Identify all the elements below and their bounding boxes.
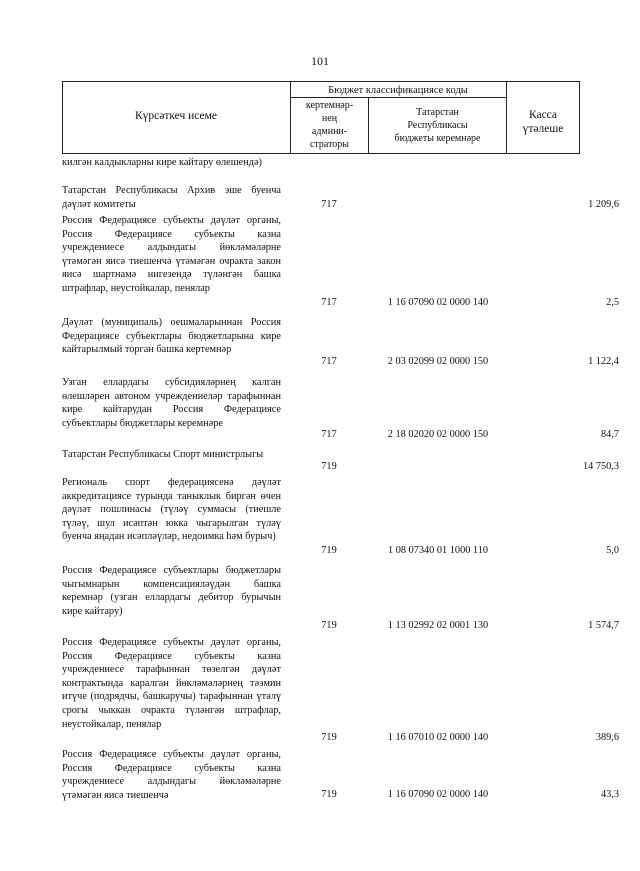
row-description: килгән калдыкларны кире кайтару өлешендә) <box>62 157 262 168</box>
row-description: Россия Федерациясе субъектлары бюджетлары чыгымнарын компенсацияләүдән башка керемнәр (узган еллардагы дебитор бурычын кире кайтару) <box>62 565 281 617</box>
header-budget-codes: Бюджет классификациясе коды <box>328 85 468 96</box>
row-admin-code: 719 <box>321 620 337 631</box>
row-amount: 14 750,3 <box>582 461 619 472</box>
row-admin-code: 719 <box>321 545 337 556</box>
row-budget-code: 2 18 02020 02 0000 150 <box>387 429 489 440</box>
row-amount: 84,7 <box>600 429 619 440</box>
row-admin-code: 717 <box>321 429 337 440</box>
row-admin-code: 717 <box>321 356 337 367</box>
row-budget-code: 1 16 07090 02 0000 140 <box>387 297 489 308</box>
row-budget-code: 1 13 02992 02 0001 130 <box>387 620 489 631</box>
row-admin-code: 719 <box>321 732 337 743</box>
row-description: Дәүләт (муниципаль) оешмаларыннан Россия Федерациясе субъектлары бюджетларына кире кайтарылмый торган башка кертемнәр <box>62 317 281 356</box>
row-description: Россия Федерациясе субъекты дәүләт органы, Россия Федерациясе субъекты казна учреждениесе алдындагы йөкләмәләрне үтәмәгән яисә тиешенчә <box>62 749 281 801</box>
row-amount: 389,6 <box>595 732 619 743</box>
header-indicator-name: Күрсәткеч исеме <box>134 110 218 122</box>
header-cash-col: Касса үтәлеше <box>522 109 564 135</box>
page-number: 101 <box>311 54 329 68</box>
row-admin-code: 719 <box>321 789 337 800</box>
row-amount: 1 574,7 <box>588 620 619 631</box>
row-budget-code: 1 16 07090 02 0000 140 <box>387 789 489 800</box>
row-amount: 43,3 <box>600 789 619 800</box>
row-admin-code: 717 <box>321 199 337 210</box>
header-admin-col: кертемнәр- нең админи- страторы <box>305 100 354 150</box>
row-description: Узган еллардагы субсидияләрнең калган өлешләрен автоном учреждениеләр тарафыннан кире кайтарудан Россия Федерациясе субъектлары бюджетлары керемнәре <box>62 377 281 429</box>
header-revenue-col: Татарстан Республикасы бюджеты керемнәре <box>394 107 481 144</box>
row-amount: 5,0 <box>606 545 619 556</box>
row-description: Региональ спорт федерациясенә дәүләт аккредитациясе турында таныклык биргән өчен дәүләт пошлинасы (түләү суммасы (тиешле түләү, шул исәптән юкка чыгарылган түләү буенча яңадан исәпләүләр, недоимка һәм бурыч) <box>62 477 281 543</box>
row-description: Татарстан Республикасы Архив эше буенча дәүләт комитеты <box>62 185 281 210</box>
row-admin-code: 717 <box>321 297 337 308</box>
row-description: Россия Федерациясе субъекты дәүләт органы, Россия Федерациясе субъекты казна учреждениесе тарафыннан төзелгән дәүләт контрактында каралган йөкләмәләрнең тәэмин итүче (подрядчы, башкаручы) тарафыннан үтәлү срогы чыккан очракта түләнгән штрафлар, неустойкалар, пенялар <box>62 637 281 730</box>
header-right-line <box>579 81 580 154</box>
header-budget-underline <box>290 97 506 98</box>
row-amount: 1 122,4 <box>588 356 619 367</box>
row-budget-code: 1 16 07010 02 0000 140 <box>387 732 489 743</box>
row-budget-code: 2 03 02099 02 0000 150 <box>387 356 489 367</box>
row-admin-code: 719 <box>321 461 337 472</box>
row-amount: 2,5 <box>606 297 619 308</box>
header-top-line <box>62 81 580 82</box>
row-amount: 1 209,6 <box>588 199 619 210</box>
row-budget-code: 1 08 07340 01 1000 110 <box>387 545 488 556</box>
row-description: Россия Федерациясе субъекты дәүләт органы, Россия Федерациясе субъекты казна учреждениесе алдындагы йөкләмәләрне үтәмәгән яисә тиешенчә үтәмәгән очракта закон яисә шартнамә нигезендә түләнгән башка штрафлар, неустойкалар, пенялар <box>62 215 281 294</box>
header-bottom-line <box>62 153 580 154</box>
row-description: Татарстан Республикасы Спорт министрлыгы <box>62 449 264 460</box>
